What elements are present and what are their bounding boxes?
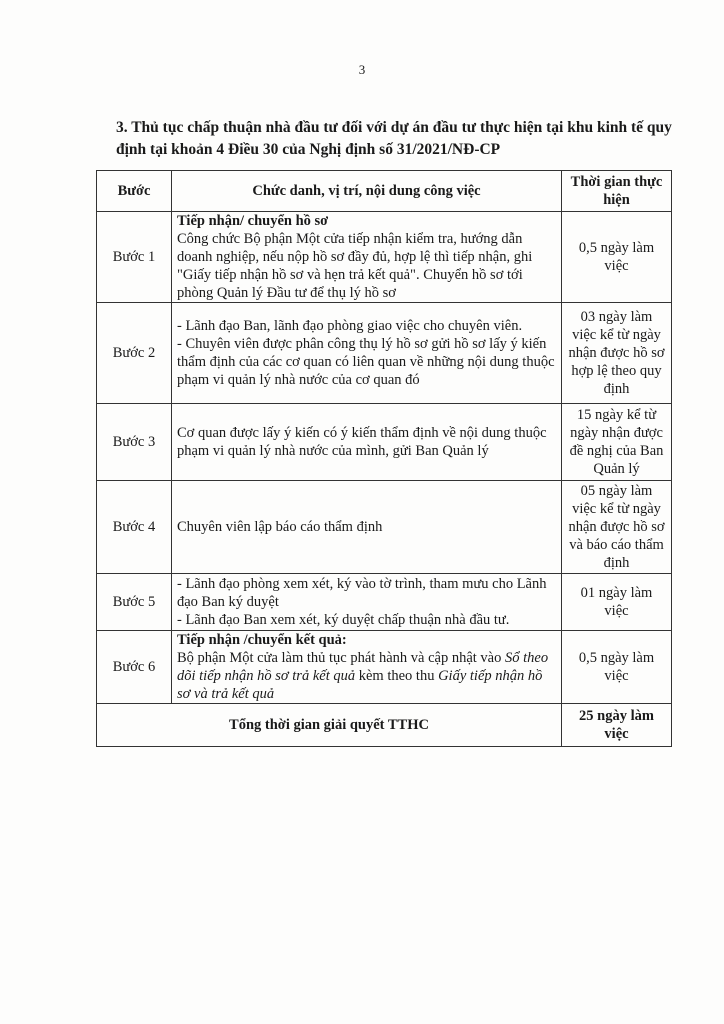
step-time: 0,5 ngày làm việc — [562, 631, 672, 704]
table-row — [97, 481, 672, 574]
table-row — [97, 303, 672, 404]
step-text: Công chức Bộ phận Một cửa tiếp nhận kiểm tra, hướng dẫn doanh nghiệp, nếu nộp hồ sơ đầy đủ, hợp lệ thì tiếp nhận, ghi "Giấy tiếp nhận hồ sơ và hẹn trả kết quả". Chuyển hồ sơ tới phòng Quản lý Đầu tư để thụ lý hồ sơ — [177, 231, 533, 301]
step-description — [172, 631, 562, 704]
table-row — [97, 574, 672, 631]
receipt-title: Giấy tiếp nhận hồ sơ và trả kết quả — [177, 668, 543, 702]
step-label: Bước 5 — [97, 574, 172, 631]
step-label: Bước 6 — [97, 631, 172, 704]
table-row — [97, 212, 672, 303]
total-time: 25 ngày làm việc — [562, 704, 672, 747]
step-text-part: kèm theo thu — [355, 668, 439, 684]
step-text — [177, 649, 556, 703]
step-label: Bước 3 — [97, 404, 172, 481]
step-description — [172, 303, 562, 404]
step-text-part: Bộ phận Một cửa làm thủ tục phát hành và cập nhật vào — [177, 650, 505, 666]
step-description: Chuyên viên lập báo cáo thẩm định — [172, 481, 562, 574]
table-row — [97, 404, 672, 481]
step-line: - Chuyên viên được phân công thụ lý hồ sơ gửi hồ sơ lấy ý kiến thẩm định của các cơ quan có liên quan về những nội dung thuộc phạm vi quản lý nhà nước của cơ quan đó — [177, 336, 555, 388]
step-label: Bước 4 — [97, 481, 172, 574]
step-time: 05 ngày làm việc kể từ ngày nhận được hồ sơ và báo cáo thẩm định — [562, 481, 672, 574]
step-description — [172, 212, 562, 303]
step-title: Tiếp nhận/ chuyển hồ sơ — [177, 213, 329, 229]
step-time: 15 ngày kể từ ngày nhận được đề nghị của Ban Quản lý — [562, 404, 672, 481]
step-line: - Lãnh đạo Ban, lãnh đạo phòng giao việc cho chuyên viên. — [177, 318, 523, 334]
total-label: Tổng thời gian giải quyết TTHC — [97, 704, 562, 747]
step-title: Tiếp nhận /chuyển kết quả: — [177, 632, 347, 648]
section-heading: 3. Thủ tục chấp thuận nhà đầu tư đối với dự án đầu tư thực hiện tại khu kinh tế quy định tại khoản 4 Điều 30 của Nghị định số 31/2021/NĐ-CP — [116, 119, 672, 158]
step-time: 01 ngày làm việc — [562, 574, 672, 631]
header-step: Bước — [97, 171, 172, 212]
step-description: Cơ quan được lấy ý kiến có ý kiến thẩm định về nội dung thuộc phạm vi quản lý nhà nước của mình, gửi Ban Quản lý — [172, 404, 562, 481]
step-description — [172, 574, 562, 631]
procedure-table — [96, 170, 672, 747]
register-book-title: Sổ theo dõi tiếp nhận hồ sơ trả kết quả — [177, 650, 549, 684]
step-label: Bước 2 — [97, 303, 172, 404]
table-row — [97, 631, 672, 704]
step-time: 0,5 ngày làm việc — [562, 212, 672, 303]
header-time: Thời gian thực hiện — [562, 171, 672, 212]
step-line: - Lãnh đạo phòng xem xét, ký vào tờ trình, tham mưu cho Lãnh đạo Ban ký duyệt — [177, 576, 547, 610]
table-total-row — [97, 704, 672, 747]
step-line: - Lãnh đạo Ban xem xét, ký duyệt chấp thuận nhà đầu tư. — [177, 612, 510, 628]
header-description: Chức danh, vị trí, nội dung công việc — [172, 171, 562, 212]
step-label: Bước 1 — [97, 212, 172, 303]
page-number: 3 — [358, 62, 366, 77]
step-time: 03 ngày làm việc kể từ ngày nhận được hồ sơ hợp lệ theo quy định — [562, 303, 672, 404]
table-header-row — [97, 171, 672, 212]
